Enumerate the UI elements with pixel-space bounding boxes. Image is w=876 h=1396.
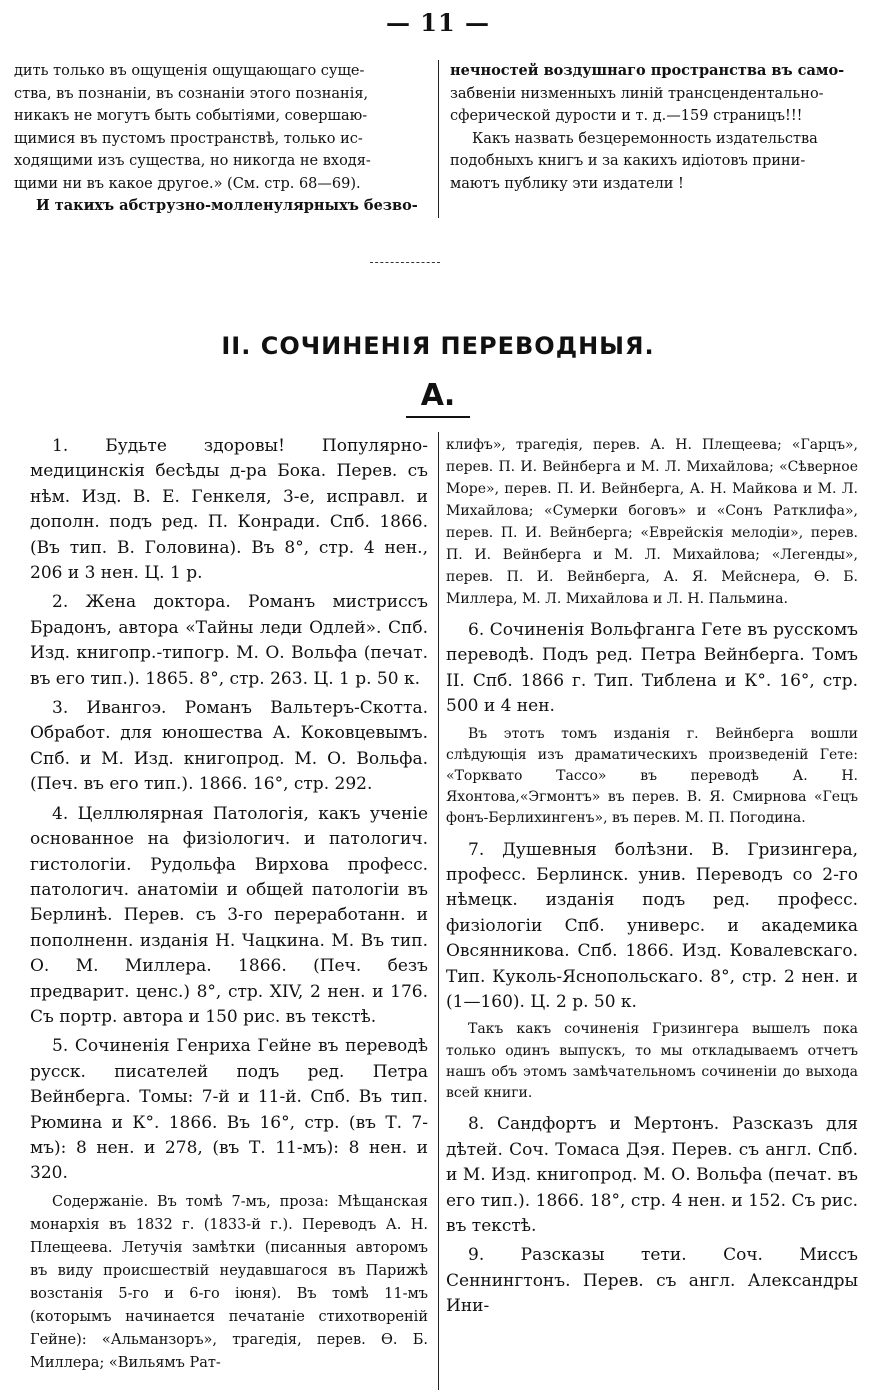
catalog-entry: 4. Целлюлярная Патологія, какъ ученіе основанное на физіологич. и патологич. гистологіи. Рудольфа Вирхова професс. патологич. анатоміи и общей патологіи въ Берлинѣ. Перев. съ 3-го переработанн. и пополненн. изданія Н. Чацкина. М. Въ тип. О. М. Миллера. 1866. (Печ. безъ предварит. ценс.) 8°, стр. XIV, 2 нен. и 176. Съ портр. автора и 150 рис. въ текстѣ. bbox=[30, 803, 428, 1027]
top-right-column bbox=[450, 60, 864, 195]
top-continuation bbox=[14, 60, 864, 218]
top-left-line: никакъ не могутъ быть событіями, совершаю- bbox=[14, 108, 368, 124]
page-number: — 11 — bbox=[385, 8, 491, 37]
entry-note: Такъ какъ сочиненія Гризингера вышелъ пока только одинъ выпускъ, то мы откладываемъ отчетъ нашъ объ этомъ замѣчательномъ сочиненіи до выхода всей книги. bbox=[446, 1021, 858, 1102]
main-column-rule bbox=[438, 432, 439, 1390]
catalog-entry: 3. Ивангоэ. Романъ Вальтеръ-Скотта. Обработ. для юношества А. Коковцевымъ. Спб. и М. Изд. книгопрод. М. О. Вольфа. (Печ. въ его тип.). 1866. 16°, стр. 292. bbox=[30, 698, 428, 795]
entry-contents: Содержаніе. Въ томѣ 7-мъ, проза: Мѣщанская монархія въ 1832 г. (1833-й г.). Переводъ А. Н. Плещеева. Летучія замѣтки (писанныя авторомъ въ виду происшествій неудавшагося въ Парижѣ возстанія 5-го и 6-го іюня). Въ томѣ 11-мъ (которымъ начинается печатаніе стихотвореній Гейне): «Альманзоръ», трагедія, перев. Ѳ. Б. Миллера; «Вильямъ Рат- bbox=[30, 1193, 428, 1371]
catalog-entry: 9. Разсказы тети. Соч. Миссъ Сеннингтонъ. Перев. съ англ. Александры Ини- bbox=[446, 1245, 858, 1317]
catalog-entry: 7. Душевныя болѣзни. В. Гризингера, професс. Берлинск. унив. Переводъ со 2-го нѣмецк. изданія подъ ред. професс. физіологіи Спб. универс. и академика Овсянникова. Спб. 1866. Изд. Ковалевскаго. Тип. Куколь-Яснопольскаго. 8°, стр. 2 нен. и (1—160). Ц. 2 р. 50 к. bbox=[446, 839, 858, 1013]
catalog-entry: 5. Сочиненія Генриха Гейне въ переводѣ русск. писателей подъ ред. Петра Вейнберга. Томы: 7-й и 11-й. Спб. Въ тип. Рюмина и К°. 1866. Въ 16°, стр. (въ Т. 7-мъ): 8 нен. и 278, (въ Т. 11-мъ): 8 нен. и 320. bbox=[30, 1036, 428, 1184]
section-letter: А. bbox=[420, 378, 456, 413]
entry-note: Въ этотъ томъ изданія г. Вейнберга вошли слѣдующія изъ драматическихъ произведеній Гете: «Торквато Тассо» въ переводѣ А. Н. Яхонтова,«Эгмонтъ» въ перев. В. Я. Смирнова «Гецъ фонъ-Берлихингенъ», въ перев. М. П. Погодина. bbox=[446, 725, 858, 827]
top-left-column bbox=[14, 60, 426, 218]
top-right-line: маютъ публику эти издатели ! bbox=[450, 175, 684, 192]
catalog-entry: 8. Сандфортъ и Мертонъ. Разсказъ для дѣтей. Соч. Томаса Дэя. Перев. съ англ. Спб. и М. Изд. книгопрод. М. О. Вольфа (печат. въ его тип.). 1866. 18°, стр. 4 нен. и 152. Съ рис. въ текстѣ. bbox=[446, 1114, 858, 1236]
top-left-line: щимися въ пустомъ пространствѣ, только ис- bbox=[14, 130, 363, 147]
top-left-line: ства, въ познаніи, въ сознаніи этого познанія, bbox=[14, 85, 369, 102]
top-column-rule bbox=[438, 60, 439, 218]
left-column bbox=[30, 434, 428, 1375]
top-right-line: сферической дурости и т. д.—159 страницъ!!! bbox=[450, 108, 803, 124]
top-left-line: дить только въ ощущенія ощущающаго суще- bbox=[14, 63, 365, 79]
top-right-line: подобныхъ книгъ и за какихъ идіотовъ прини- bbox=[450, 153, 806, 169]
catalog-entry: 6. Сочиненія Вольфганга Гете въ русскомъ переводѣ. Подъ ред. Петра Вейнберга. Томъ II. Спб. 1866 г. Тип. Тиблена и К°. 16°, стр. 500 и 4 нен. bbox=[446, 620, 858, 717]
catalog-entry: 2. Жена доктора. Романъ мистриссъ Брадонъ, автора «Тайны леди Одлей». Спб. Изд. книгопр.-типогр. М. О. Вольфа (печат. въ его тип.). 1865. 8°, стр. 263. Ц. 1 р. 50 к. bbox=[30, 592, 428, 689]
top-right-line: забвеніи низменныхъ линій трансцендентально- bbox=[450, 85, 824, 102]
section-title: II. СОЧИНЕНІЯ ПЕРЕВОДНЫЯ. bbox=[221, 332, 655, 360]
top-left-line: щими ни въ какое другое.» (См. стр. 68—69). bbox=[14, 175, 361, 192]
top-left-paragraph: И такихъ абструзно-молленулярныхъ безво- bbox=[36, 197, 418, 214]
section-letter-underline bbox=[406, 416, 470, 418]
top-right-line: Какъ назвать безцеремонность издательства bbox=[472, 130, 818, 147]
ornamental-divider bbox=[370, 262, 440, 263]
top-left-line: ходящими изъ существа, но никогда не входя- bbox=[14, 153, 371, 169]
top-right-line: нечностей воздушнаго пространства въ само- bbox=[450, 62, 845, 79]
right-column bbox=[446, 434, 858, 1324]
entry-contents-continued: клифъ», трагедія, перев. А. Н. Плещеева; «Гарцъ», перев. П. И. Вейнберга и М. Л. Михайлова; «Сѣверное Море», перев. П. И. Вейнберга, А. Н. Майкова и М. Л. Михайлова; «Сумерки боговъ» и «Сонъ Ратклифа», перев. П. И. Вейнберга; «Еврейскія мелодіи», перев. П. И. Вейнберга и М. Л. Михайлова; «Легенды», перев. П. И. Вейнберга, А. Я. Мейснера, Ѳ. Б. Миллера, М. Л. Михайлова и Л. Н. Пальмина. bbox=[446, 437, 858, 607]
catalog-entry: 1. Будьте здоровы! Популярно-медицинскія бесѣды д-ра Бока. Перев. съ нѣм. Изд. В. Е. Генкеля, 3-е, исправл. и дополн. подъ ред. П. Конради. Спб. 1866. (Въ тип. В. Головина). Въ 8°, стр. 4 нен., 206 и 3 нен. Ц. 1 р. bbox=[30, 436, 428, 584]
